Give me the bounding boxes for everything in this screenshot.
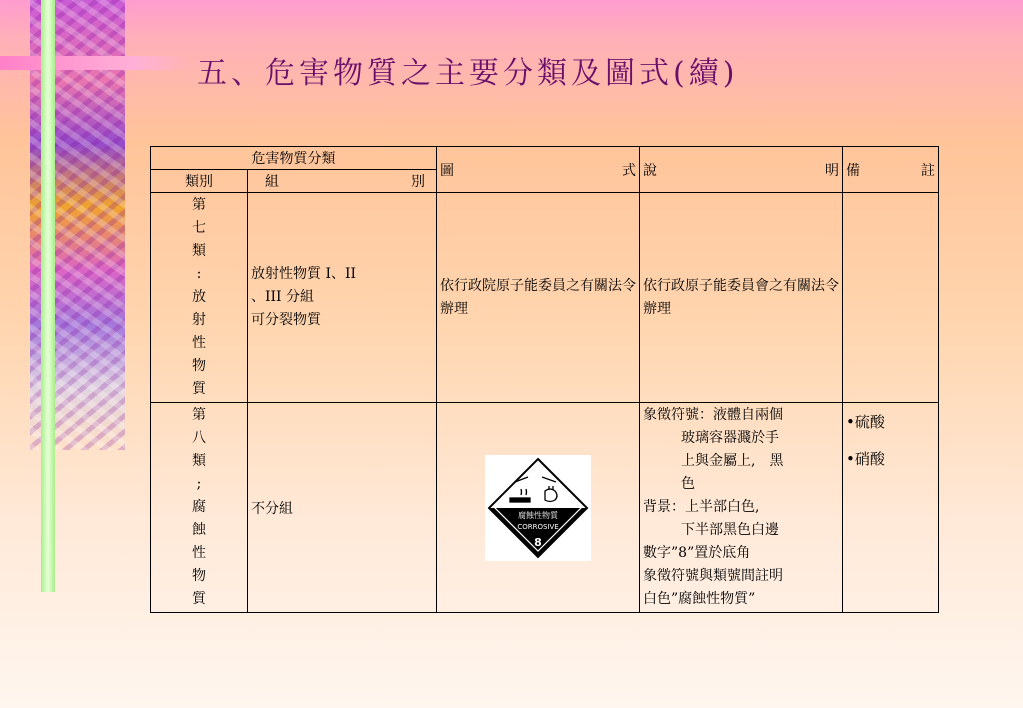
figure-cell: 依行政院原子能委員之有關法令辦理 xyxy=(437,193,640,403)
hazard-classification-table xyxy=(150,146,939,613)
decorative-vertical-bar xyxy=(41,0,55,592)
group-cell: 放射性物質 I、II 、III 分組 可分裂物質 xyxy=(248,193,437,403)
description-cell: 象徵符號：液體自兩個 玻璃容器濺於手 上與金屬上, 黑 色 背景：上半部白色, 下半部黑色白邊 數字”8”置於底角 象徵符號與類號間註明 白色”腐蝕性物質” xyxy=(640,403,843,613)
table-row-class-7 xyxy=(151,193,939,403)
notes-cell xyxy=(843,193,939,403)
corrosive-diamond-icon xyxy=(485,455,591,561)
header-figure: 圖 式 xyxy=(437,147,640,193)
corrosive-hazard-sign xyxy=(485,455,591,561)
corrosive-label-zh: 腐蝕性物質 xyxy=(518,510,558,520)
description-cell: 依行政原子能委員會之有關法令辦理 xyxy=(640,193,843,403)
note-item: •硝酸 xyxy=(846,450,885,468)
class-cell: 第 八 類 ; 腐 蝕 性 物 質 xyxy=(151,403,248,613)
figure-cell xyxy=(437,403,640,613)
header-notes: 備 註 xyxy=(843,147,939,193)
header-hazard-classification: 危害物質分類 xyxy=(151,147,437,170)
class-number: 8 xyxy=(534,535,542,549)
corrosive-label-en: CORROSIVE xyxy=(517,522,559,531)
page-title: 五、危害物質之主要分類及圖式(續) xyxy=(197,56,739,91)
header-group: 組 別 xyxy=(248,170,437,193)
decorative-horizontal-bar xyxy=(0,56,190,70)
class-cell: 第 七 類 : 放 射 性 物 質 xyxy=(151,193,248,403)
note-item: •硫酸 xyxy=(846,413,885,431)
table-row-class-8 xyxy=(151,403,939,613)
group-cell: 不分組 xyxy=(248,403,437,613)
header-row-1 xyxy=(151,147,939,170)
notes-cell xyxy=(843,403,939,613)
header-class: 類別 xyxy=(151,170,248,193)
header-description: 說 明 xyxy=(640,147,843,193)
